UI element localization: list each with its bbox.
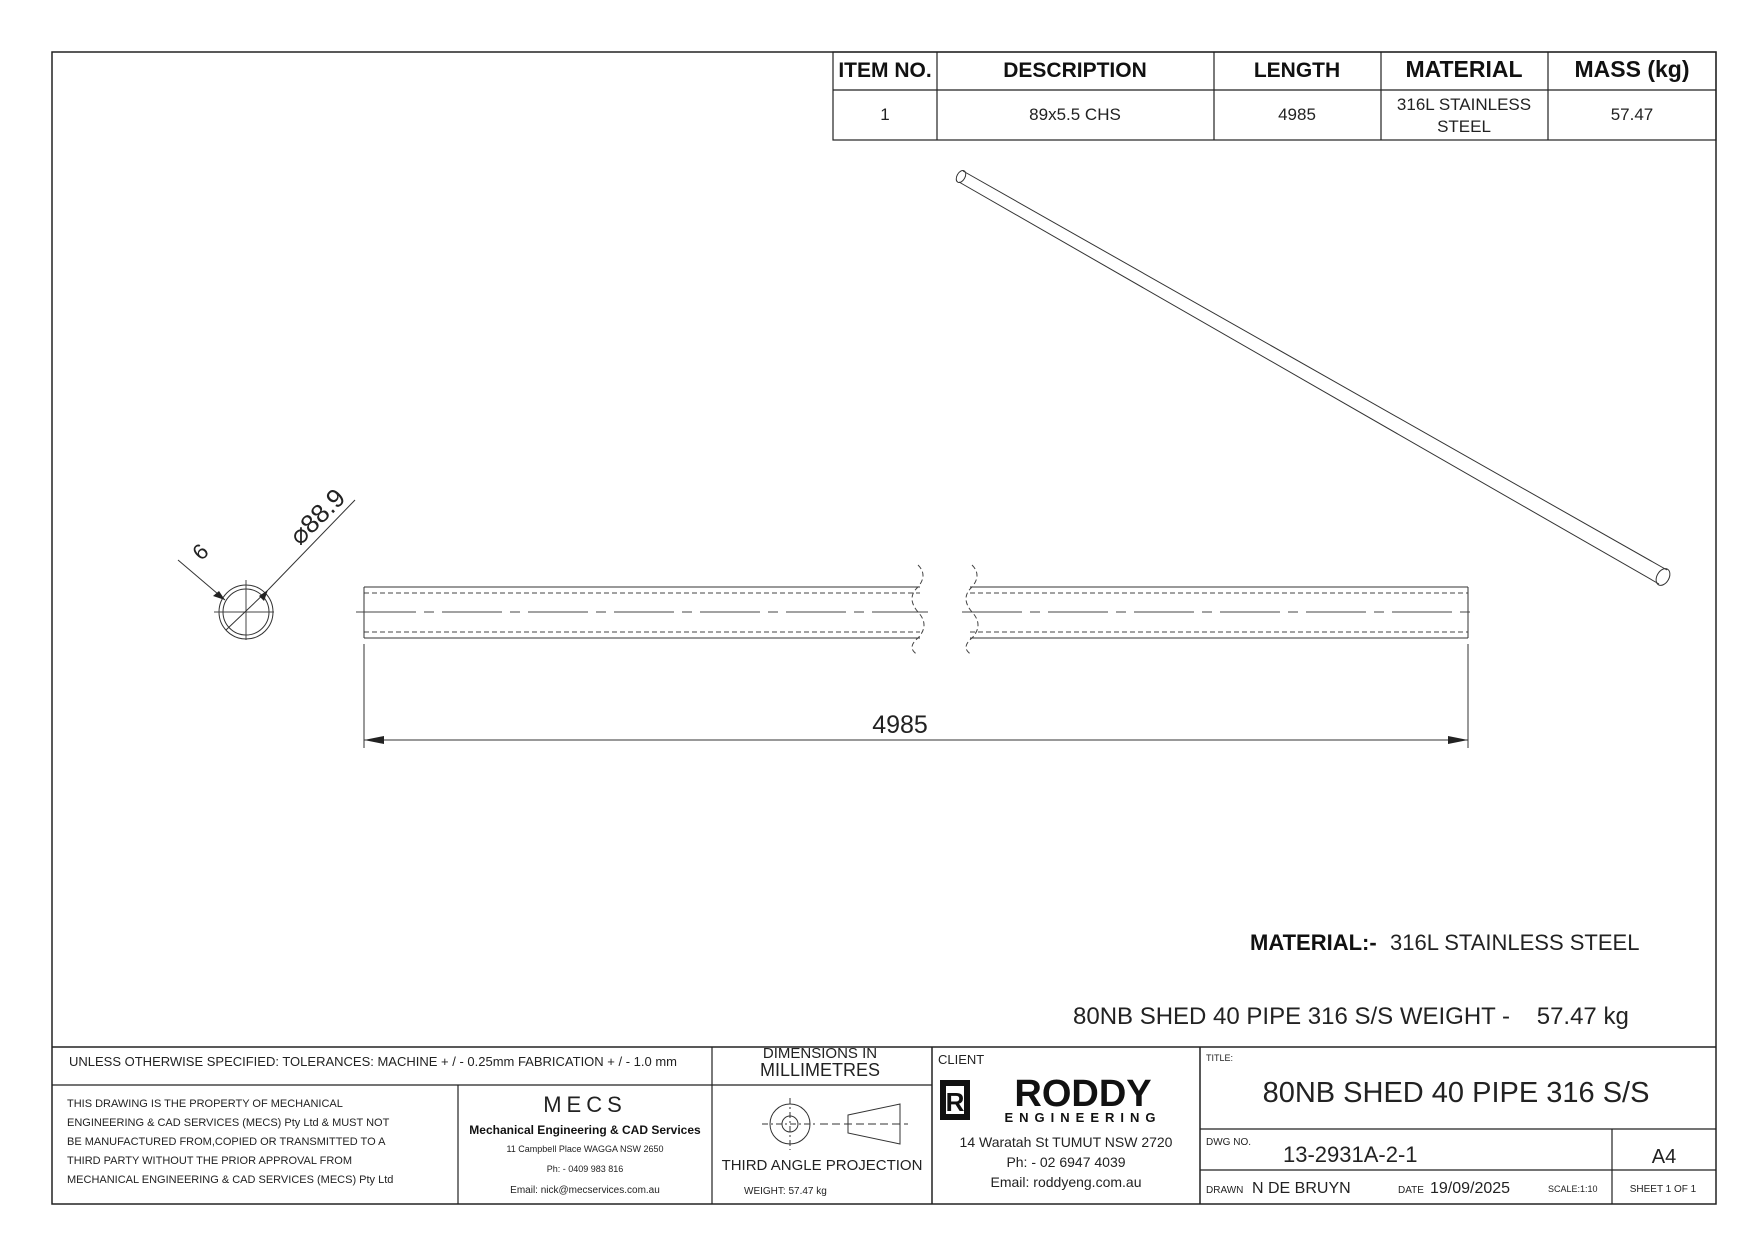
mecs-logo: MECS	[543, 1092, 627, 1117]
projection-label: THIRD ANGLE PROJECTION	[721, 1157, 923, 1174]
sheet-border	[52, 52, 1716, 1204]
bom-header-length: LENGTH	[1253, 59, 1341, 82]
third-angle-projection-symbol	[762, 1098, 908, 1150]
mecs-address: 11 Campbell Place WAGGA NSW 2650	[506, 1144, 664, 1154]
bom-header-material: MATERIAL	[1405, 56, 1523, 82]
bom-cell-mass: 57.47	[1610, 105, 1654, 124]
pipe-side-view	[356, 565, 1478, 655]
dwg-no-label: DWG NO.	[1206, 1137, 1251, 1148]
bom-table	[833, 52, 1716, 140]
sheet-number: SHEET 1 OF 1	[1629, 1184, 1697, 1195]
property-notice-3: BE MANUFACTURED FROM,COPIED OR TRANSMITTED TO A	[67, 1136, 386, 1148]
drawn-by: N DE BRUYN	[1252, 1180, 1351, 1197]
material-value: 316L STAINLESS STEEL	[1390, 930, 1640, 955]
client-label: CLIENT	[938, 1052, 985, 1067]
bom-cell-material-1: 316L STAINLESS	[1396, 95, 1532, 114]
scale: SCALE:1:10	[1548, 1184, 1598, 1194]
drawn-label: DRAWN	[1206, 1185, 1244, 1196]
client-address: 14 Waratah St TUMUT NSW 2720	[959, 1134, 1173, 1150]
roddy-logo	[940, 1073, 1162, 1125]
property-notice-4: THIRD PARTY WITHOUT THE PRIOR APPROVAL FROM	[67, 1155, 353, 1167]
weight-note: 80NB SHED 40 PIPE 316 S/S WEIGHT - 57.47 kg	[1073, 1003, 1629, 1030]
length-dimension	[364, 644, 1468, 748]
pipe-end-view	[178, 482, 355, 644]
mecs-email: Email: nick@mecservices.com.au	[510, 1185, 660, 1196]
mecs-name: Mechanical Engineering & CAD Services	[469, 1123, 701, 1137]
dim-diameter: ⌀88.9	[283, 482, 352, 551]
dimensions-in: DIMENSIONS IN	[762, 1045, 878, 1062]
bom-cell-length: 4985	[1278, 105, 1316, 124]
dwg-no: 13-2931A-2-1	[1283, 1142, 1418, 1167]
tolerances-note: UNLESS OTHERWISE SPECIFIED: TOLERANCES: MACHINE + / - 0.25mm FABRICATION + / - 1.0 mm	[69, 1054, 677, 1069]
client-email: Email: roddyeng.com.au	[990, 1174, 1142, 1190]
property-notice-2: ENGINEERING & CAD SERVICES (MECS) Pty Ltd & MUST NOT	[67, 1117, 390, 1129]
bom-header-description: DESCRIPTION	[1003, 59, 1147, 82]
isometric-pipe-view	[954, 169, 1672, 588]
svg-text:R: R	[945, 1087, 965, 1117]
date-value: 19/09/2025	[1430, 1180, 1511, 1197]
weight-label: WEIGHT: 57.47 kg	[744, 1186, 827, 1197]
title-block	[52, 1045, 1716, 1204]
bom-header-item: ITEM NO.	[838, 59, 932, 82]
bom-cell-material-2: STEEL	[1437, 117, 1491, 136]
dim-wall-thickness: 6	[187, 538, 214, 566]
bom-cell-item: 1	[880, 105, 890, 124]
date-label: DATE	[1398, 1185, 1424, 1196]
property-notice-1: THIS DRAWING IS THE PROPERTY OF MECHANICAL	[67, 1098, 343, 1110]
title-label: TITLE:	[1206, 1053, 1234, 1063]
material-label: MATERIAL:-	[1250, 930, 1377, 955]
sheet-size: A4	[1651, 1146, 1677, 1168]
dim-overall-length: 4985	[872, 711, 928, 739]
roddy-logo-sub: ENGINEERING	[1004, 1110, 1162, 1125]
roddy-logo-main: RODDY	[1014, 1073, 1152, 1115]
bom-header-mass: MASS (kg)	[1574, 56, 1690, 82]
bom-cell-description: 89x5.5 CHS	[1029, 105, 1121, 124]
client-phone: Ph: - 02 6947 4039	[1006, 1154, 1126, 1170]
mecs-phone: Ph: - 0409 983 816	[546, 1164, 624, 1174]
property-notice-5: MECHANICAL ENGINEERING & CAD SERVICES (MECS) Pty Ltd	[67, 1174, 394, 1186]
millimetres: MILLIMETRES	[759, 1060, 881, 1080]
drawing-title: 80NB SHED 40 PIPE 316 S/S	[1262, 1077, 1650, 1109]
